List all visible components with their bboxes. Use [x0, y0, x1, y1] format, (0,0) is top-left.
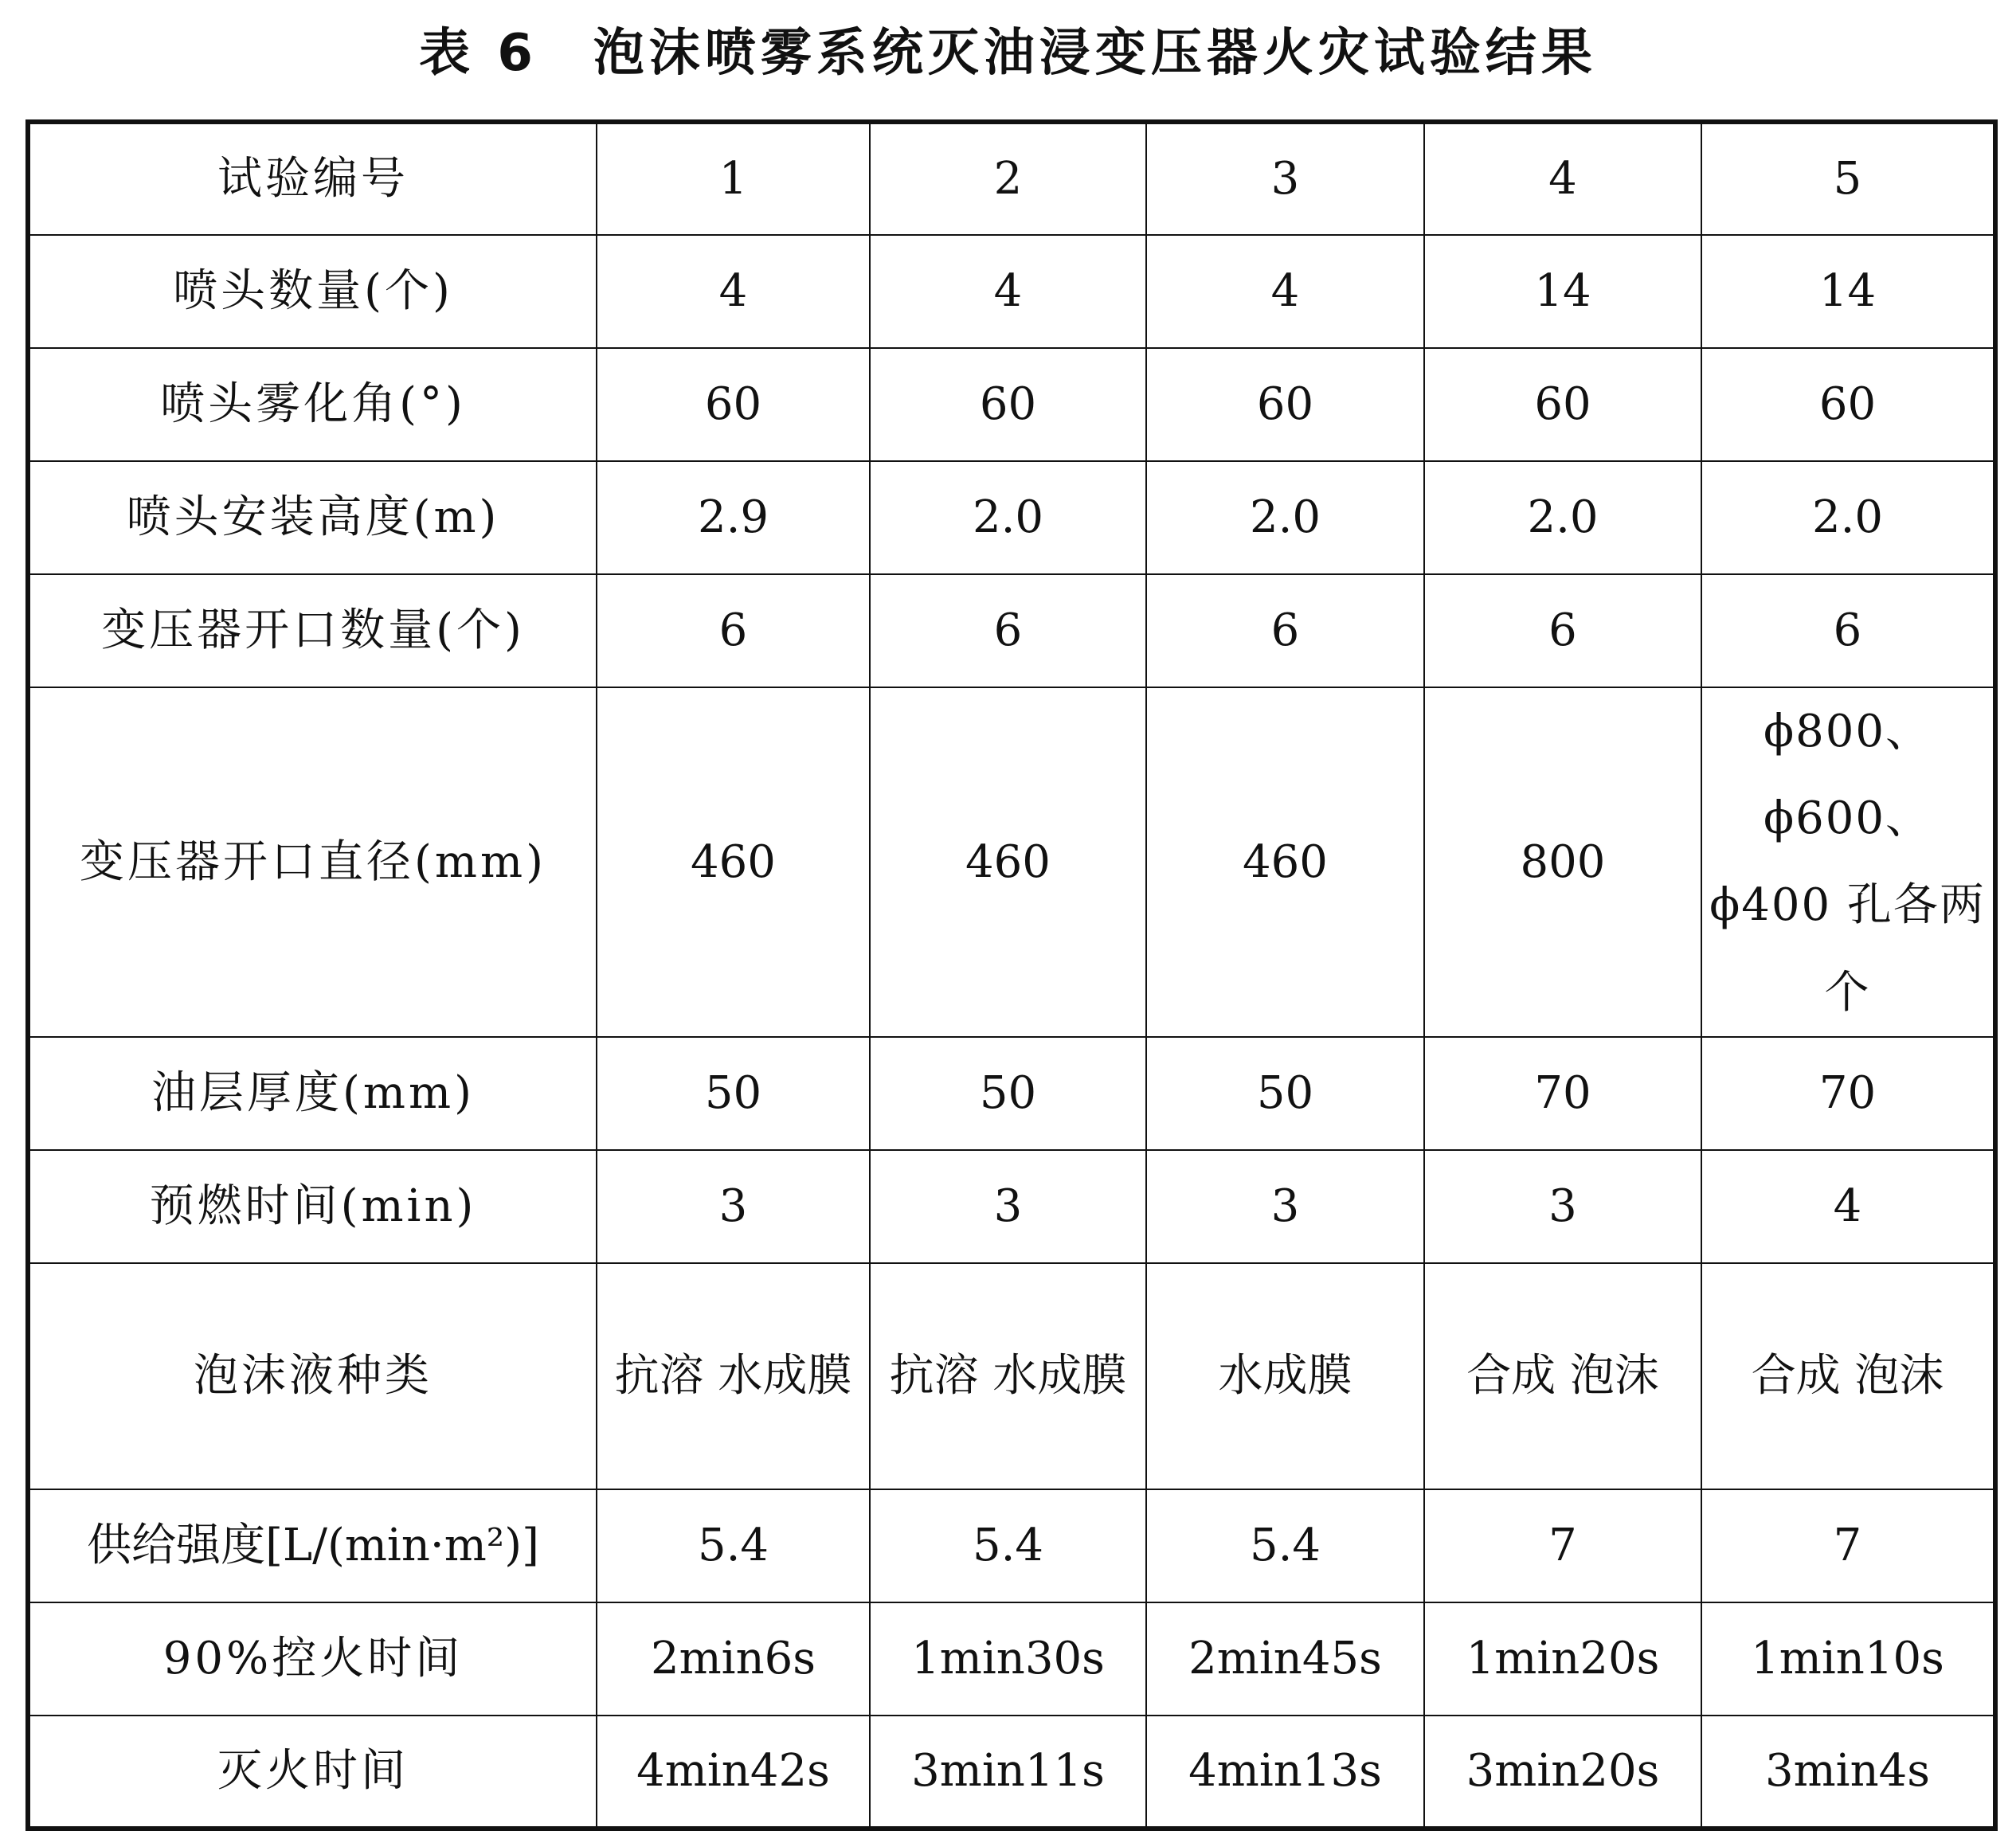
cell: 3 [1424, 1150, 1701, 1263]
row-opening-count [28, 574, 1995, 687]
table-title [0, 10, 2016, 97]
cell: 4 [870, 235, 1146, 348]
cell: 2min6s [597, 1602, 870, 1716]
cell: 6 [597, 574, 870, 687]
row-extinguish-time [28, 1716, 1995, 1829]
cell: 2.0 [1424, 461, 1701, 574]
cell: 2.0 [870, 461, 1146, 574]
cell: 14 [1701, 235, 1995, 348]
cell: 60 [1146, 348, 1424, 461]
cell: 50 [1146, 1037, 1424, 1150]
cell: 抗溶 水成膜 [870, 1263, 1146, 1489]
row-supply-intensity [28, 1489, 1995, 1602]
row-label: 90%控火时间 [28, 1602, 597, 1716]
cell: 3min20s [1424, 1716, 1701, 1829]
cell: 6 [1701, 574, 1995, 687]
row-oil-thickness [28, 1037, 1995, 1150]
cell: 3 [597, 1150, 870, 1263]
cell: 460 [1146, 687, 1424, 1037]
cell: 460 [597, 687, 870, 1037]
cell: 1min20s [1424, 1602, 1701, 1716]
cell: 合成 泡沫 [1424, 1263, 1701, 1489]
cell: 5.4 [597, 1489, 870, 1602]
cell: 7 [1424, 1489, 1701, 1602]
cell: 水成膜 [1146, 1263, 1424, 1489]
cell: 50 [597, 1037, 870, 1150]
row-spray-angle [28, 348, 1995, 461]
row-label: 试验编号 [28, 122, 597, 235]
cell: 4min42s [597, 1716, 870, 1829]
cell: 4 [1146, 235, 1424, 348]
row-label: 变压器开口数量(个) [28, 574, 597, 687]
cell: 3 [1146, 122, 1424, 235]
row-test-number [28, 122, 1995, 235]
cell: 3min11s [870, 1716, 1146, 1829]
cell: 2 [870, 122, 1146, 235]
row-label: 预燃时间(min) [28, 1150, 597, 1263]
row-label: 变压器开口直径(mm) [28, 687, 597, 1037]
row-label: 喷头安装高度(m) [28, 461, 597, 574]
row-label: 喷头数量(个) [28, 235, 597, 348]
cell: 70 [1424, 1037, 1701, 1150]
cell: 3 [870, 1150, 1146, 1263]
cell: 3 [1146, 1150, 1424, 1263]
row-install-height [28, 461, 1995, 574]
cell: 4 [597, 235, 870, 348]
row-nozzle-count [28, 235, 1995, 348]
cell: ϕ800、ϕ600、ϕ400 孔各两个 [1701, 687, 1995, 1037]
cell: 2.0 [1701, 461, 1995, 574]
row-opening-diameter [28, 687, 1995, 1037]
cell: 4min13s [1146, 1716, 1424, 1829]
cell: 2.0 [1146, 461, 1424, 574]
cell: 60 [870, 348, 1146, 461]
cell: 3min4s [1701, 1716, 1995, 1829]
cell: 4 [1424, 122, 1701, 235]
cell: 6 [870, 574, 1146, 687]
cell: 5.4 [870, 1489, 1146, 1602]
cell: 50 [870, 1037, 1146, 1150]
row-control-time [28, 1602, 1995, 1716]
cell: 5 [1701, 122, 1995, 235]
row-label: 油层厚度(mm) [28, 1037, 597, 1150]
row-label: 供给强度[L/(min·m²)] [28, 1489, 597, 1602]
row-label: 泡沫液种类 [28, 1263, 597, 1489]
cell: 7 [1701, 1489, 1995, 1602]
cell: 60 [597, 348, 870, 461]
cell: 5.4 [1146, 1489, 1424, 1602]
cell: 抗溶 水成膜 [597, 1263, 870, 1489]
cell: 70 [1701, 1037, 1995, 1150]
cell: 2min45s [1146, 1602, 1424, 1716]
cell: 460 [870, 687, 1146, 1037]
cell: 6 [1146, 574, 1424, 687]
cell: 合成 泡沫 [1701, 1263, 1995, 1489]
cell: 6 [1424, 574, 1701, 687]
cell: 1 [597, 122, 870, 235]
cell: 1min30s [870, 1602, 1146, 1716]
row-foam-type [28, 1263, 1995, 1489]
cell: 800 [1424, 687, 1701, 1037]
cell: 4 [1701, 1150, 1995, 1263]
row-label: 灭火时间 [28, 1716, 597, 1829]
table-title-text: 泡沫喷雾系统灭油浸变压器火灾试验结果 [593, 24, 1597, 83]
cell: 60 [1701, 348, 1995, 461]
table-number: 表 6 [419, 24, 538, 83]
cell: 1min10s [1701, 1602, 1995, 1716]
cell: 14 [1424, 235, 1701, 348]
test-results-table [25, 119, 1998, 1831]
row-preburn-time [28, 1150, 1995, 1263]
row-label: 喷头雾化角(°) [28, 348, 597, 461]
cell: 60 [1424, 348, 1701, 461]
cell: 2.9 [597, 461, 870, 574]
